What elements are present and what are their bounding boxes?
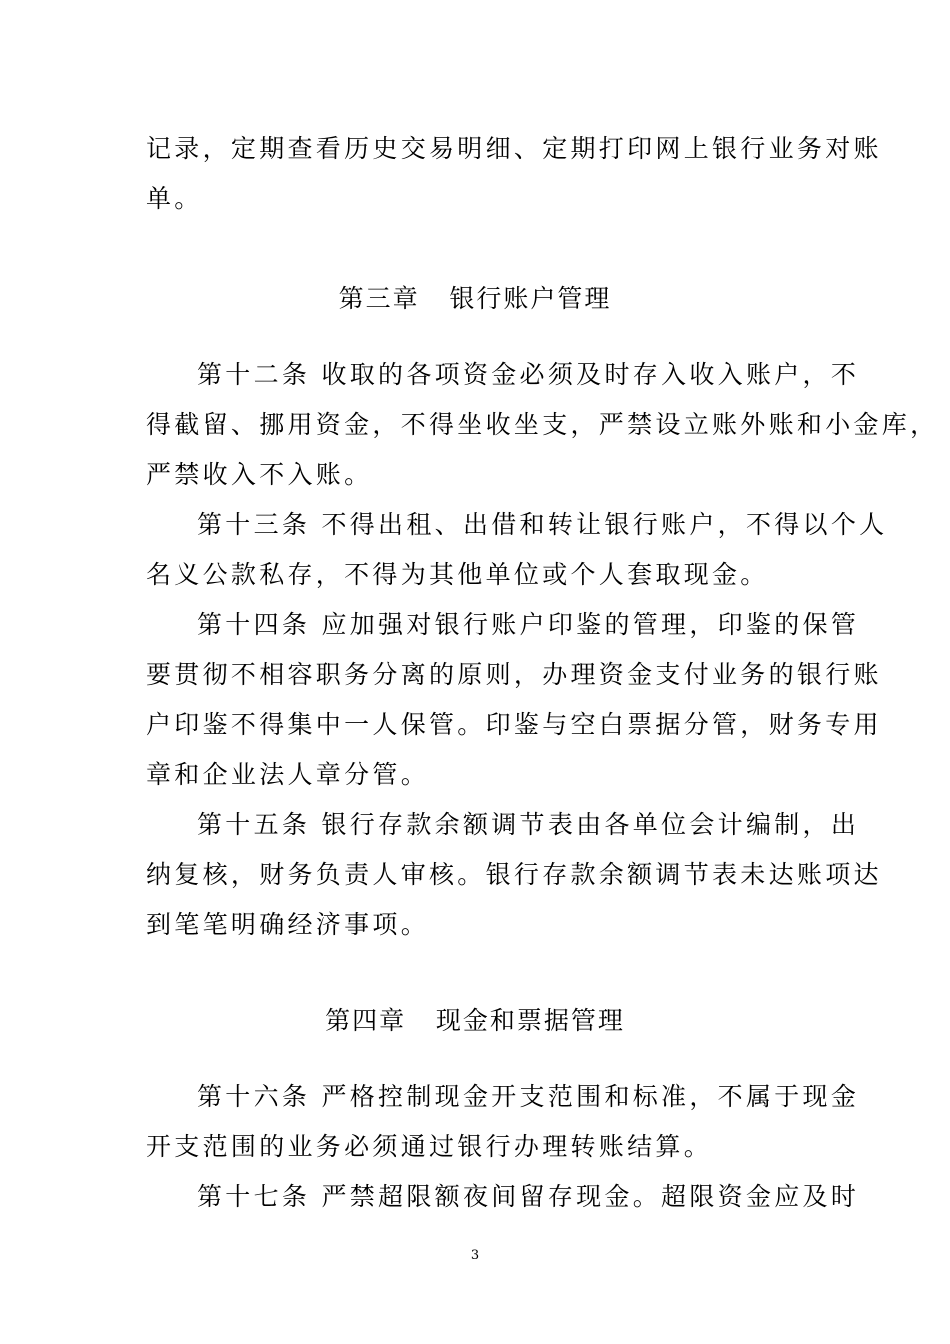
- article-16-line: 开支范围的业务必须通过银行办理转账结算。: [146, 1132, 713, 1161]
- article-12-line: 严禁收入不入账。: [146, 460, 373, 489]
- article-15-line: 第十五条 银行存款余额调节表由各单位会计编制，出: [197, 810, 860, 839]
- article-13-line: 名义公款私存，不得为其他单位或个人套取现金。: [146, 560, 769, 589]
- paragraph-line: 单。: [146, 184, 203, 213]
- article-14-line: 户印鉴不得集中一人保管。印鉴与空白票据分管，财务专用: [146, 710, 882, 739]
- article-14-line: 章和企业法人章分管。: [146, 760, 430, 789]
- article-15-line: 纳复核，财务负责人审核。银行存款余额调节表未达账项达: [146, 860, 882, 889]
- article-12-line: 第十二条 收取的各项资金必须及时存入收入账户，不: [197, 360, 860, 389]
- chapter-heading-3: 第三章 银行账户管理: [338, 284, 612, 313]
- article-12-line: 得截留、挪用资金，不得坐收坐支，严禁设立账外账和小金库，: [146, 410, 939, 439]
- article-15-line: 到笔笔明确经济事项。: [146, 910, 430, 939]
- article-13-line: 第十三条 不得出租、出借和转让银行账户，不得以个人: [197, 510, 888, 539]
- article-14-line: 要贯彻不相容职务分离的原则，办理资金支付业务的银行账: [146, 660, 882, 689]
- article-14-line: 第十四条 应加强对银行账户印鉴的管理，印鉴的保管: [197, 610, 860, 639]
- paragraph-line: 记录，定期查看历史交易明细、定期打印网上银行业务对账: [146, 134, 882, 163]
- article-17-line: 第十七条 严禁超限额夜间留存现金。超限资金应及时: [197, 1182, 860, 1211]
- chapter-heading-4: 第四章 现金和票据管理: [325, 1006, 625, 1035]
- page-number: 3: [470, 1248, 480, 1263]
- article-16-line: 第十六条 严格控制现金开支范围和标准，不属于现金: [197, 1082, 860, 1111]
